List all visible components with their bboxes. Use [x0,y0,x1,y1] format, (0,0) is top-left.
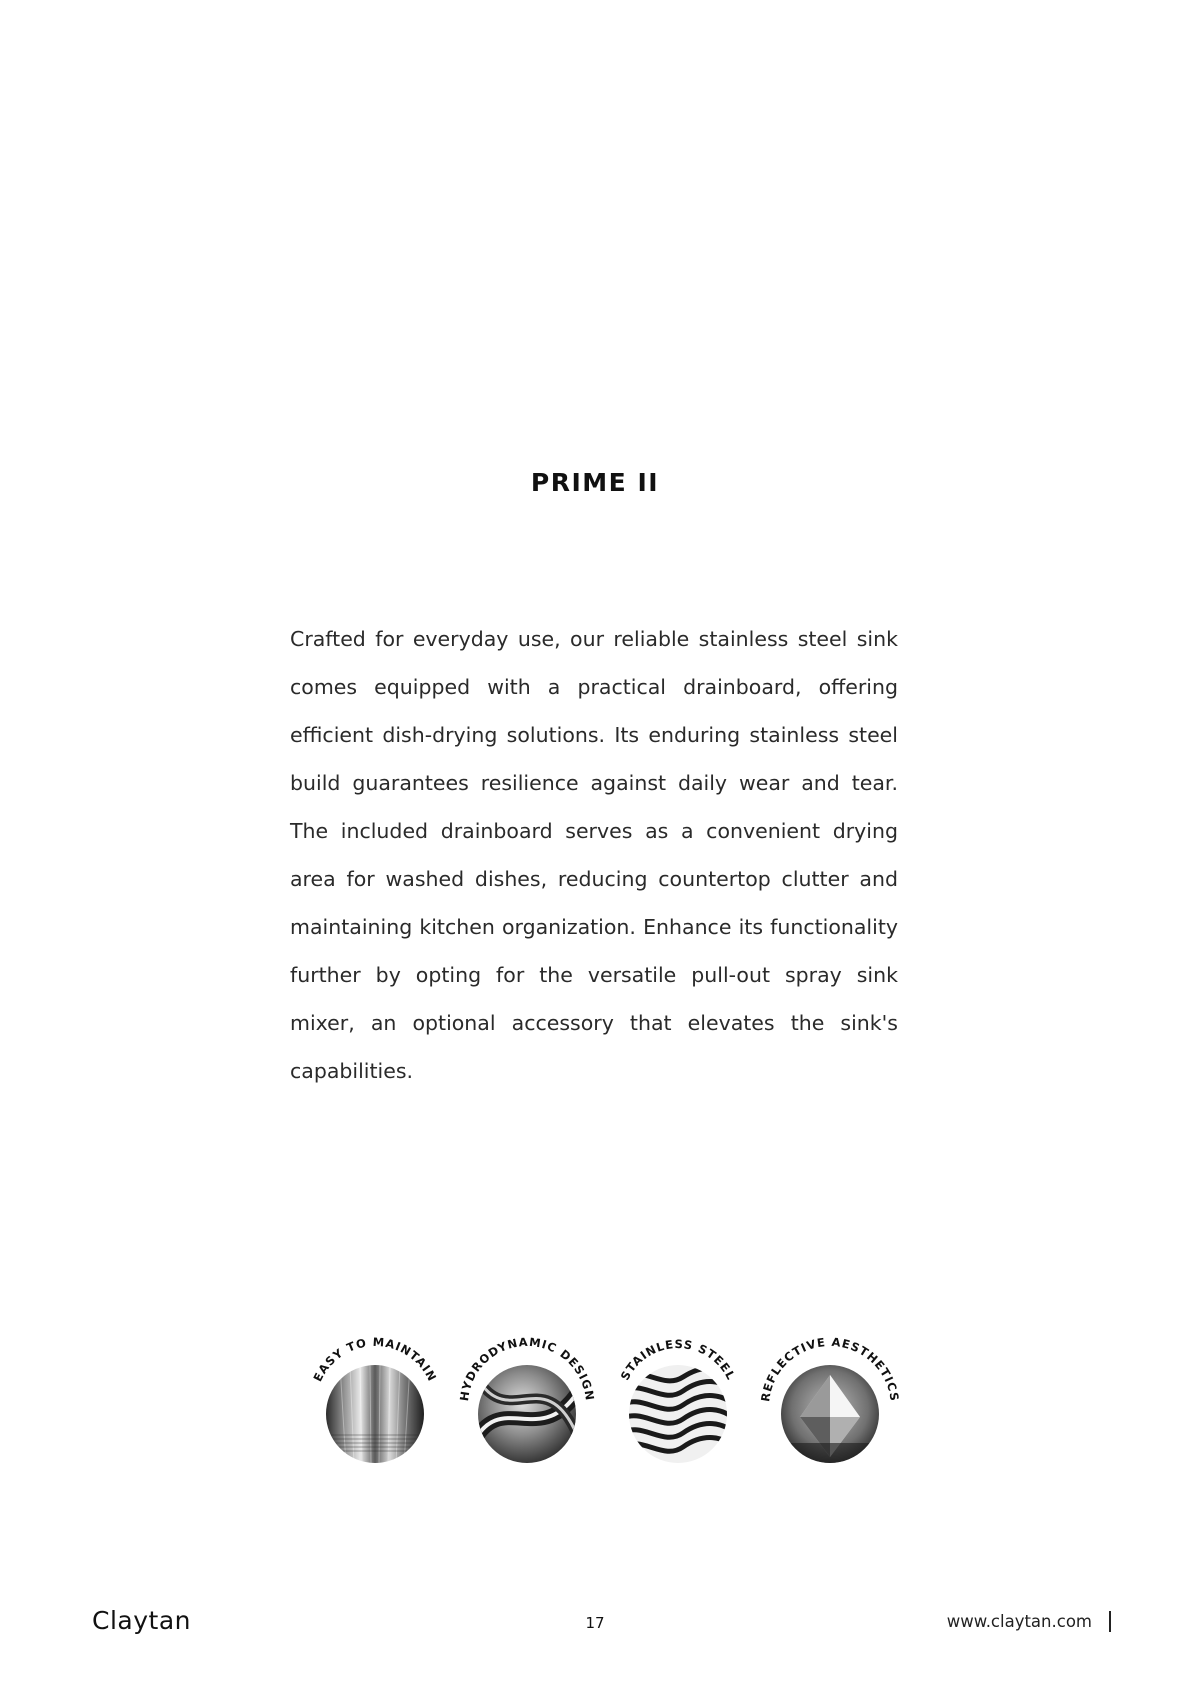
feature-badges [300,1325,900,1475]
badge-label: HYDRODYNAMIC DESIGN [456,1334,598,1402]
feature-badge-stainless-steel [603,1325,753,1475]
feature-badge-easy-to-maintain [300,1325,450,1475]
feature-badge-hydrodynamic-design [452,1325,602,1475]
wave-steel-icon [603,1325,753,1475]
fluted-steel-icon [300,1325,450,1475]
brand-logo: Claytan [92,1606,191,1635]
product-description: Crafted for everyday use, our reliable stainless steel sink comes equipped with a practical drainboard, offering efficient dish-drying solutions. Its enduring stainless steel build guarantees resilience against daily wear and tear. The included drainboard serves as a convenient drying area for washed dishes, reducing countertop clutter and maintaining kitchen organization. Enhance its functionality further by opting for the versatile pull-out spray sink mixer, an optional accessory that elevates the sink's capabilities. [290,627,898,1083]
feature-badge-reflective-aesthetics [755,1325,905,1475]
badge-label: EASY TO MAINTAIN [310,1334,440,1384]
page-number: 17 [585,1614,605,1632]
badge-label: REFLECTIVE AESTHETICS [758,1334,902,1403]
swirl-metal-icon [452,1325,602,1475]
diamond-reflect-icon [755,1325,905,1475]
website-link[interactable]: www.claytan.com [946,1612,1092,1631]
badge-label: STAINLESS STEEL [617,1336,739,1383]
footer-divider [1109,1611,1111,1632]
page-title: PRIME II [530,468,660,497]
